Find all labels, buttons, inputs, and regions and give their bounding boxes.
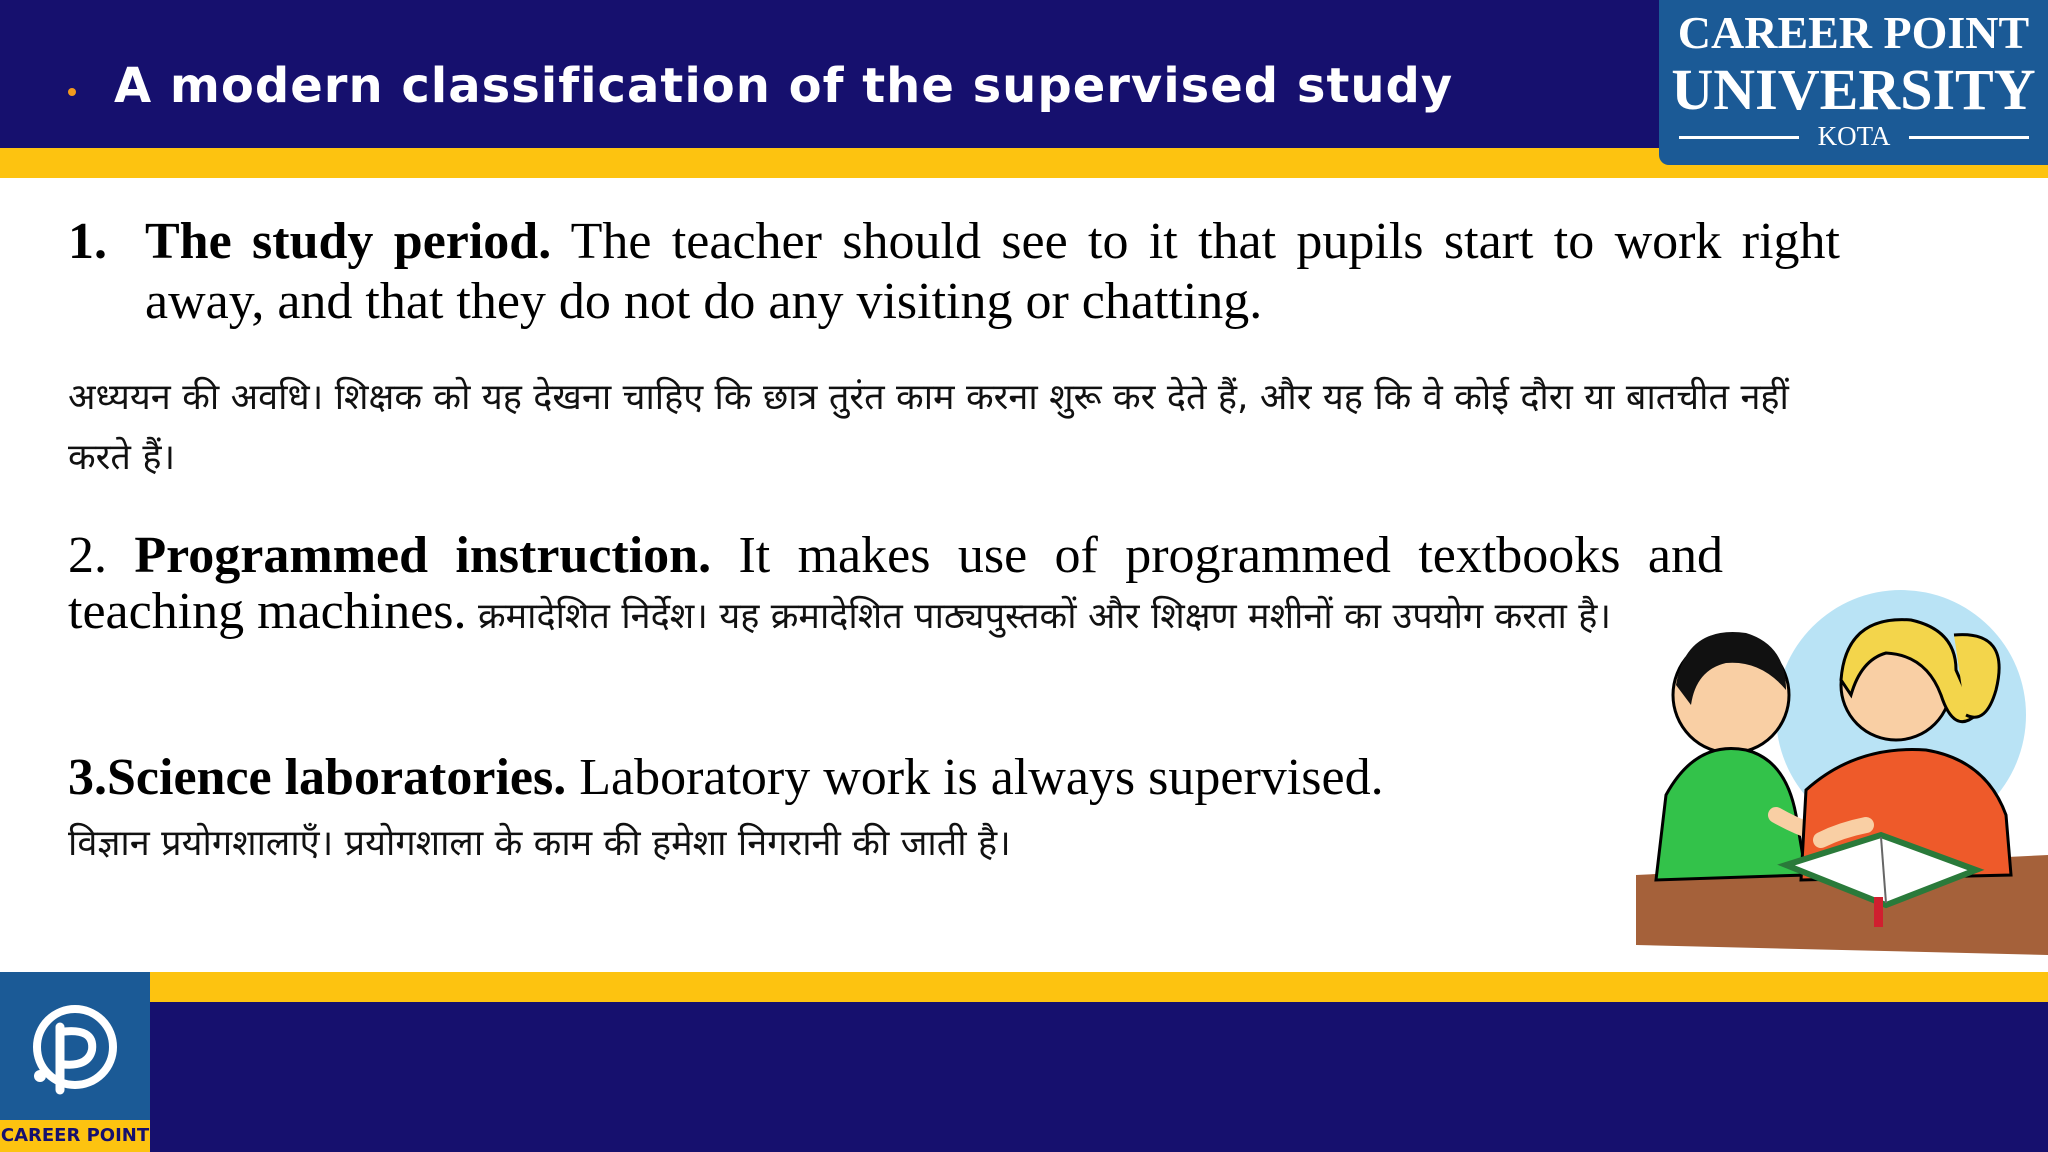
logo-city: KOTA xyxy=(1817,121,1891,151)
logo-rule-left xyxy=(1679,136,1799,139)
footer-bar xyxy=(0,1002,2048,1152)
item-heading: Programmed instruction. xyxy=(134,527,712,584)
item-hindi-translation: विज्ञान प्रयोगशालाएँ। प्रयोगशाला के काम की हमेशा निगरानी की जाती है। xyxy=(68,823,1011,864)
item-heading: Science laboratories. xyxy=(107,749,567,806)
slide-title: A modern classification of the supervised study xyxy=(114,58,1454,114)
logo-line-career-point: CAREER POINT xyxy=(1677,7,2030,58)
footer-accent-stripe xyxy=(0,972,2048,1002)
cp-logo-mark-icon xyxy=(0,972,150,1122)
item-number: 3. xyxy=(68,749,107,806)
university-logo xyxy=(1659,0,2048,165)
title-bullet-icon xyxy=(68,88,76,96)
footer-logo-label: CAREER POINT xyxy=(0,1120,150,1152)
item-body: It makes use of programmed textbooks and teaching machines. xyxy=(68,527,1723,640)
logo-line-university: UNIVERSITY xyxy=(1671,57,2036,122)
item-hindi-translation: अध्ययन की अवधि। शिक्षक को यह देखना चाहिए कि छात्र तुरंत काम करना शुरू कर देते हैं, और यह कि वे कोई दौरा या बातचीत नहीं करते हैं। xyxy=(68,377,1789,478)
item-text xyxy=(68,748,1384,808)
item-hindi-translation: क्रमादेशित निर्देश। यह क्रमादेशित पाठ्यपुस्तकों और शिक्षण मशीनों का उपयोग करता है। xyxy=(466,596,1612,637)
item-number: 1. xyxy=(68,213,107,270)
item-body: Laboratory work is always supervised. xyxy=(566,749,1384,806)
logo-rule-right xyxy=(1909,136,2029,139)
item-text xyxy=(68,528,1723,645)
item-heading: The study period. xyxy=(145,213,552,270)
item-text xyxy=(145,212,1840,332)
item-number: 2. xyxy=(68,527,107,584)
item-body: The teacher should see to it that pupils start to work right away, and that they do not do any visiting or chatting. xyxy=(145,213,1840,330)
children-reading-illustration xyxy=(1636,575,2048,980)
